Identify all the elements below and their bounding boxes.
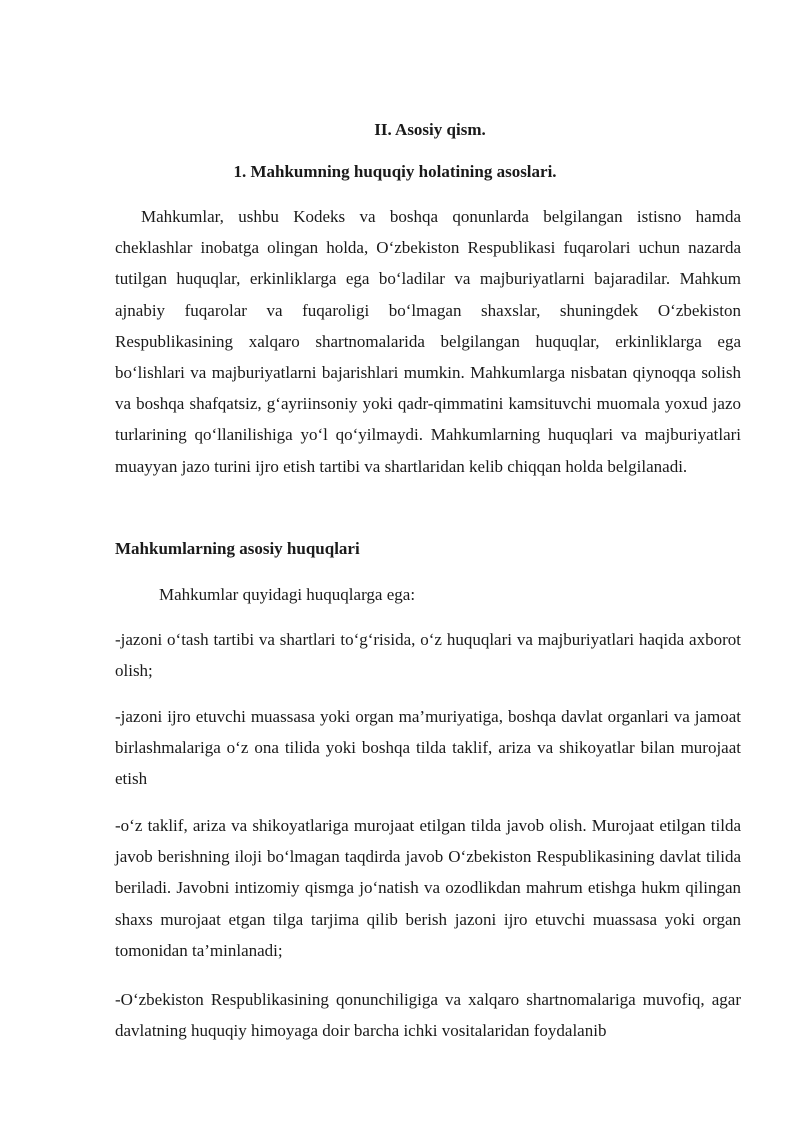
rights-item: -jazoni ijro etuvchi muassasa yoki organ ma’muriyatiga, boshqa davlat organlari va jamoat birlashmalariga o‘z ona tilida yoki boshqa tilda taklif, ariza va shikoyatlar bilan murojaat etish (115, 707, 741, 789)
rights-item: -O‘zbekiston Respublikasining qonunchiligiga va xalqaro shartnomalariga muvofiq, agar davlatning huquqiy himoyaga doir barcha ichki vositalaridan foydalanib (115, 990, 741, 1041)
rights-item: -o‘z taklif, ariza va shikoyatlariga murojaat etilgan tilda javob olish. Murojaat etilgan tilda javob berishning iloji bo‘lmagan taqdirda javob O‘zbekiston Respublikasining davlat tilida beriladi. Javobni intizomiy qismga jo‘natish va ozodlikdan mahrum etishga hukm qilingan shaxs murojaat etgan tilga tarjima qilib berish jazoni ijro etuvchi muassasa yoki organ tomonidan ta’minlanadi; (115, 816, 741, 960)
intro-paragraph: Mahkumlar, ushbu Kodeks va boshqa qonunlarda belgilangan istisno hamda cheklashlar inobatga olingan holda, O‘zbekiston Respublikasi fuqarolari uchun nazarda tutilgan huquqlar, erkinliklarga ega bo‘ladilar va majburiyatlarni bajaradilar. Mahkum ajnabiy fuqarolar va fuqaroligi bo‘lmagan shaxslar, shuningdek O‘zbekiston Respublikasining xalqaro shartnomalarida belgilangan huquqlar, erkinliklarga ega bo‘lishlari va majburiyatlarni bajarishlari mumkin. Mahkumlarga nisbatan qiynoqqa solish va boshqa shafqatsiz, g‘ayriinsoniy yoki qadr-qimmatini kamsituvchi muomala yoxud jazo turlarining qo‘llanilishiga yo‘l qo‘yilmaydi. Mahkumlarning huquqlari va majburiyatlari muayyan jazo turini ijro etish tartibi va shartlaridan kelib chiqqan holda belgilanadi. (115, 207, 741, 476)
rights-heading: Mahkumlarning asosiy huquqlari (115, 539, 360, 558)
rights-item: -jazoni o‘tash tartibi va shartlari to‘g‘risida, o‘z huquqlari va majburiyatlari haqida axborot olish; (115, 630, 741, 681)
subsection-title: 1. Mahkumning huquqiy holatining asoslari. (233, 162, 557, 181)
section-title: II. Asosiy qism. (374, 120, 486, 139)
rights-lead: Mahkumlar quyidagi huquqlarga ega: (159, 585, 416, 604)
